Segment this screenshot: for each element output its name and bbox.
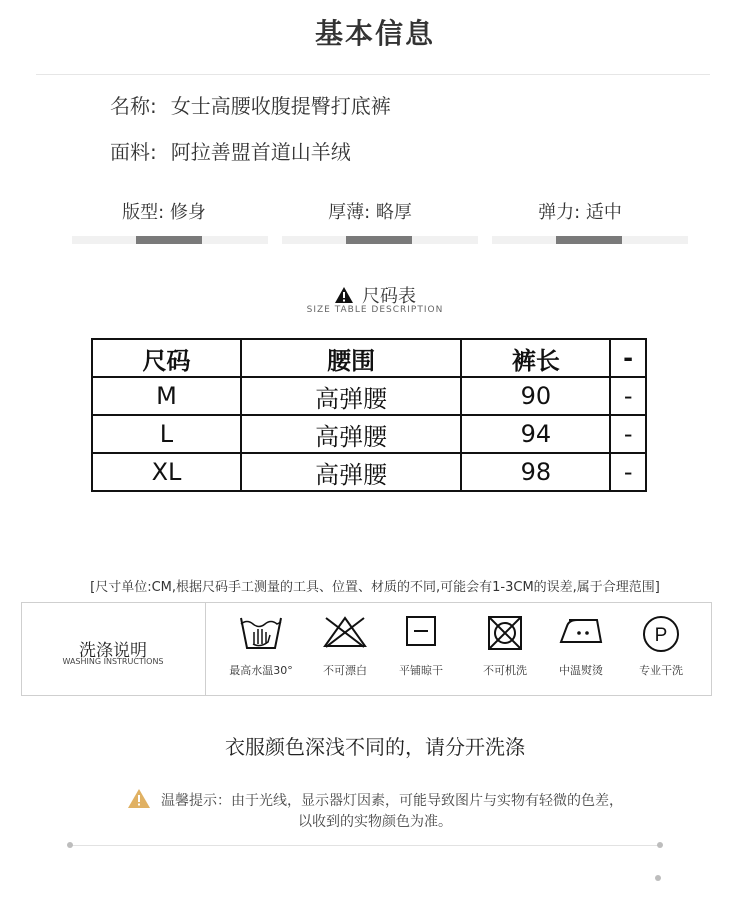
iron-medium-icon xyxy=(546,614,616,652)
header-waist: 腰围 xyxy=(241,339,461,377)
color-wash-note: 衣服颜色深浅不同的，请分开洗涤 xyxy=(225,735,525,759)
tip-line-1 xyxy=(0,788,750,813)
no-bleach-icon xyxy=(310,614,380,654)
iron-medium-label: 中温熨烫 xyxy=(559,664,603,677)
flat-dry-label: 平铺晾干 xyxy=(399,664,443,677)
decor-dot xyxy=(655,875,661,881)
no-bleach-label: 不可漂白 xyxy=(323,664,367,677)
header-size: 尺码 xyxy=(92,339,241,377)
elasticity-indicator xyxy=(492,236,688,244)
fit-indicator xyxy=(72,236,268,244)
length-cell: 94 xyxy=(461,415,610,453)
extra-cell: - xyxy=(610,415,646,453)
caution-icon xyxy=(127,788,151,813)
washing-subtitle: WASHING INSTRUCTIONS xyxy=(62,657,164,666)
table-row xyxy=(92,377,646,415)
fabric-label: 面料: xyxy=(110,140,157,164)
size-table-subtitle: SIZE TABLE DESCRIPTION xyxy=(306,305,444,315)
dry-clean-icon xyxy=(626,614,696,658)
elasticity-indicator-fill xyxy=(556,236,622,244)
product-name-value: 女士高腰收腹提臀打底裤 xyxy=(170,94,391,118)
waist-cell: 高弹腰 xyxy=(241,377,461,415)
length-cell: 98 xyxy=(461,453,610,491)
thickness-indicator xyxy=(282,236,478,244)
thickness-attribute: 厚薄: 略厚 xyxy=(328,202,412,223)
extra-cell: - xyxy=(610,377,646,415)
fit-attribute: 版型: 修身 xyxy=(122,202,206,223)
washing-title: 洗涤说明 xyxy=(79,641,147,661)
washing-divider xyxy=(205,602,206,696)
no-machine-wash-label: 不可机洗 xyxy=(483,664,527,677)
bottom-divider xyxy=(70,845,660,846)
wash-tub-icon xyxy=(226,614,296,656)
table-row xyxy=(92,415,646,453)
thickness-indicator-fill xyxy=(346,236,412,244)
fabric-value: 阿拉善盟首道山羊绒 xyxy=(170,140,351,164)
extra-cell: - xyxy=(610,453,646,491)
size-cell: L xyxy=(92,415,241,453)
size-table xyxy=(91,338,647,492)
size-table-header-row xyxy=(92,339,646,377)
tip-line-2: 以收到的实物颜色为准。 xyxy=(298,814,452,830)
table-row xyxy=(92,453,646,491)
product-name-row xyxy=(110,90,391,119)
waist-cell: 高弹腰 xyxy=(241,453,461,491)
size-cell: XL xyxy=(92,453,241,491)
header-extra: - xyxy=(610,339,646,377)
header-length: 裤长 xyxy=(461,339,610,377)
fit-indicator-fill xyxy=(136,236,202,244)
length-cell: 90 xyxy=(461,377,610,415)
dry-clean-label: 专业干洗 xyxy=(639,664,683,677)
measurement-note: [尺寸单位:CM,根据尺码手工测量的工具、位置、材质的不同,可能会有1-3CM的误差,属于合理范围] xyxy=(90,580,660,595)
page-title: 基本信息 xyxy=(314,17,435,50)
fabric-row xyxy=(110,136,351,165)
flat-dry-icon xyxy=(386,614,456,652)
tip-text-1: 温馨提示：由于光线，显示器灯因素，可能导致图片与实物有轻微的色差， xyxy=(161,793,623,809)
product-name-label: 名称: xyxy=(110,94,157,118)
wash-temp-label: 最高水温30° xyxy=(229,664,293,677)
size-cell: M xyxy=(92,377,241,415)
elasticity-attribute: 弹力: 适中 xyxy=(538,202,622,223)
dry-clean-letter: P xyxy=(654,625,668,646)
no-machine-wash-icon xyxy=(470,614,540,656)
divider-dot-right xyxy=(657,842,663,848)
divider-dot-left xyxy=(67,842,73,848)
title-divider xyxy=(36,74,710,75)
size-table-title: 尺码表 xyxy=(362,286,416,307)
waist-cell: 高弹腰 xyxy=(241,415,461,453)
